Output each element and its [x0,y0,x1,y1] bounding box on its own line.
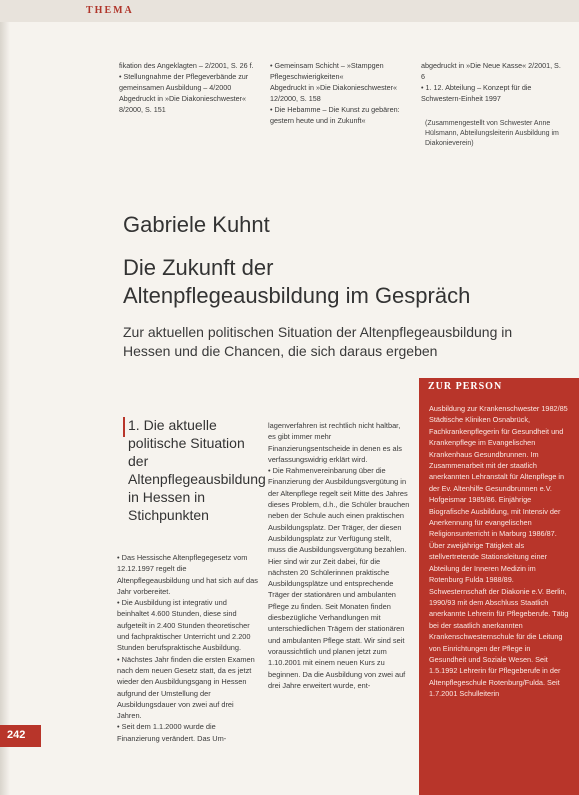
top-col2-line: • Gemeinsam Schicht – »Stampgen Pflegeschwierigkeiten« [270,61,384,81]
top-col3-line: • 1. 12. Abteilung – Konzept für die Schwestern-Einheit 1997 [421,83,532,103]
body-column-1 [117,552,259,744]
article-author: Gabriele Kuhnt [123,212,270,237]
body-paragraph: • Die Rahmenvereinbarung über die Finanzierung der Ausbildungsvergütung in der Altenpflege regelt seit Mitte des Jahres dieses Problem, d.h., die Schüler brauchen neben der Schule auch einen praktischen Ausbildungsplatz. Der Träger, der diesen Ausbildungsplatz zur Verfügung stellt, muss die Ausbildungsvergütung bezahlen. Hier sind wir zur Zeit dabei, für die nächsten 20 Schülerinnen praktische Ausbildungsplätze und entsprechende Träger der stationären und ambulanten Pflege zu finden. Seit Monaten finden diesbezügliche Verhandlungen mit unterschiedlichen Trägern der stationären und ambulanten Pflege statt. Wir sind seit voraussichtlich und planen jetzt zum 1.10.2001 mit einem neuen Kurs zu beginnen. Da die Ausbildung von zwei auf drei Jahre erweitert wurde, ent- [268,466,410,690]
body-paragraph: lagenverfahren ist rechtlich nicht haltbar, es gibt immer mehr Finanzierungsentscheide in denen es als verfassungswidrig erklärt wird. [268,421,402,464]
title-line-1: Die Zukunft der [123,255,274,280]
body-paragraph: • Das Hessische Altenpflegegesetz vom 12.12.1997 regelt die Altenpflegeausbildung und hat sich auf das Jahr vorbereitet. [117,553,258,596]
top-col2-line: • Die Hebamme – Die Kunst zu gebären: gestern heute und in Zukunft« [270,105,400,125]
body-paragraph: • Nächstes Jahr finden die ersten Examen nach dem neuen Gesetz statt, da es jetzt wieder den Ausbildungsgang in Hessen aufgrund der Umstellung der Ausbildungsdauer von zwei auf drei Jahren. [117,654,255,721]
article-subtitle: Zur aktuellen politischen Situation der Altenpflegeausbildung in Hessen und die Chancen, die sich daraus ergeben [123,324,513,359]
zur-person-label: ZUR PERSON [428,381,503,392]
section-header: THEMA [86,5,134,16]
body-paragraph: • Seit dem 1.1.2000 wurde die Finanzierung verändert. Das Um- [117,722,227,743]
top-column-1 [119,60,261,115]
section-number: 1. [128,417,140,433]
top-col1-line: Abgedruckt in »Die Diakonieschwester« 8/2000, S. 151 [119,94,247,114]
top-col1-line: fikation des Angeklagten – 2/2001, S. 26 f. [119,61,254,70]
page-number: 242 [7,729,26,741]
compiler-note: (Zusammengestellt von Schwester Anne Hülsmann, Abteilungsleiterin Ausbildung im Diakonieverein) [425,120,559,147]
title-line-2: Altenpflegeausbildung im Gespräch [123,283,471,308]
top-col2-line: Abgedruckt in »Die Diakonieschwester« 12/2000, S. 158 [270,83,398,103]
top-column-3 [421,60,563,104]
section-title: Die aktuelle politische Situation der Altenpflegeausbildung in Hessen in Stichpunkten [128,417,266,523]
top-col1-line: • Stellungnahme der Pflegeverbände zur gemeinsamen Ausbildung – 4/2000 [119,72,249,92]
section-heading [128,416,266,524]
section-marker [123,417,125,437]
top-col3-line: abgedruckt in »Die Neue Kasse« 2/2001, S. 6 [421,61,561,81]
body-column-2 [268,420,410,691]
zur-person-text: Ausbildung zur Krankenschwester 1982/85 Städtische Kliniken Osnabrück, Fachkrankenpflegerin für Gesundheit und Krankenpflege im Evangelischen Krankenhaus Gesundbrunnen. Im Zusammenarbeit mit der staatlich anerkannten Lehranstalt für Altenpflege in der Ev. Altenhilfe Gesundbrunnen e.V. Hofgeismar 1985/86. Einjährige Biografische Ausbildung, mit Intensiv der Anerkennung für evangelischen Religionsunterricht in Marburg 1986/87. Über zweijährige Tätigkeit als stellvertretende Stationsleitung einer Abteilung der Inneren Medizin im Rotenburg Fulda 1988/89. Schwesternschaft der Diakonie e.V. Berlin, 1990/93 mit dem Abschluss Staatlich anerkannte Lehrerin für Pflegeberufe. Tätig bei der staatlich anerkannten Krankenschwesternschule für die Leitung von Einrichtungen der Pflege in Gesundheit und Soziale Wesen. Seit 1.5.1992 Lehrerin für Pflegeberufe in der Altenpflegeschule Rotenburg/Fulda. Seit 1.7.2001 Schulleiterin [429,404,569,699]
top-column-2 [270,60,412,126]
article-title [123,254,543,310]
body-paragraph: • Die Ausbildung ist integrativ und beinhaltet 4.600 Stunden, diese sind aufgeteilt in 2.400 Stunden theoretischer und fachpraktischer Unterricht und 2.200 Stunden berufspraktische Ausbildung. [117,598,251,653]
page-gutter-shadow [0,0,10,795]
